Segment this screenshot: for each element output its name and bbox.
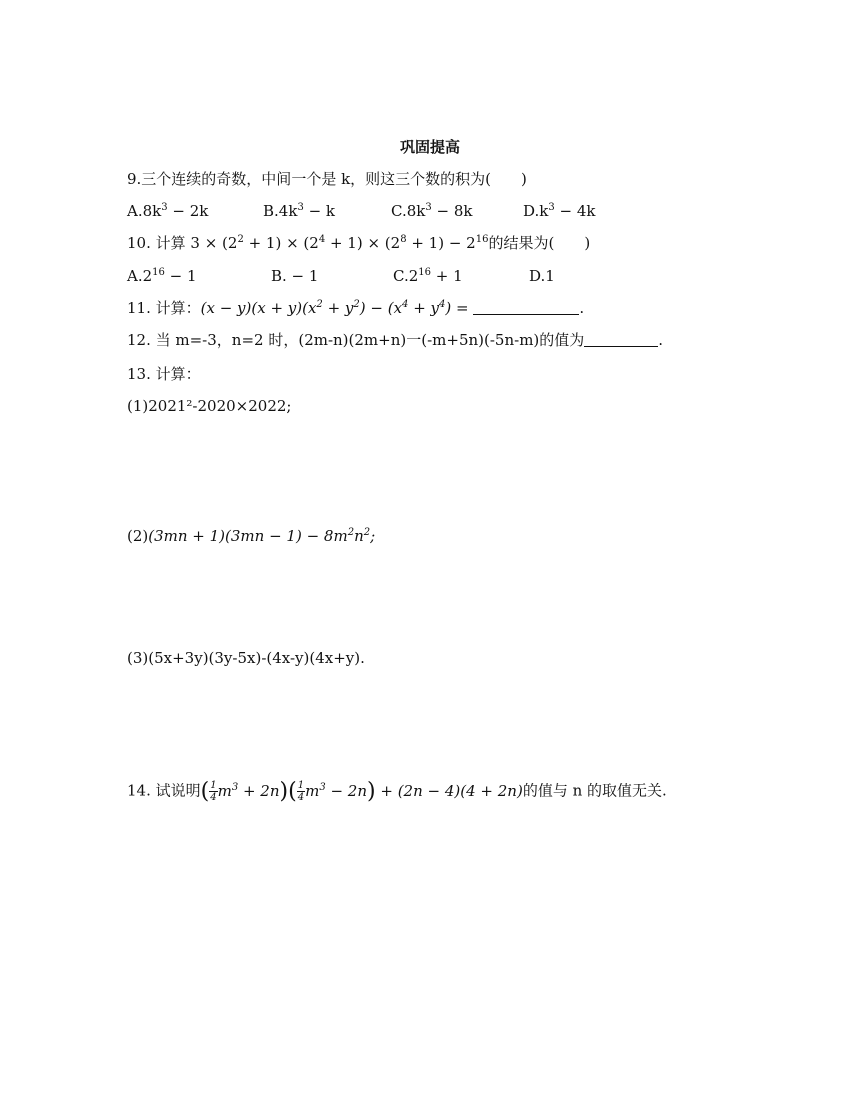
question-11 — [127, 298, 584, 318]
question-13-label: 13. 计算： — [127, 365, 201, 383]
q14-expression: ( $\frac{1}{4}$ $m^3 + 2n$)( $\frac{1}{4}$ $m^3 - 2n) + (2n - 4)(4 + 2n)$ — [200, 778, 523, 804]
option-b: B. − 1 — [271, 267, 319, 285]
option-b: $B.4k^3 - k$ — [263, 202, 336, 220]
option-a: $A.8k^3 - 2k$ — [127, 202, 209, 220]
question-12 — [127, 330, 663, 350]
question-13-part-3: (3)(5x+3y)(3y-5x)-(4x-y)(4x+y). — [127, 649, 365, 667]
section-title: 巩固提高 — [399, 138, 460, 156]
q11-suffix: . — [579, 299, 585, 317]
part-2-label: (2) — [127, 527, 149, 545]
question-9-stem: 9.三个连续的奇数，中间一个是 k，则这三个数的积为( ) — [127, 170, 527, 188]
q12-text: 12. 当 m=-3，n=2 时，(2m-n)(2m+n)一(-m+5n)(-5n-m)的值为 — [127, 331, 585, 349]
option-c: $C.2^{16} + 1$ — [393, 267, 463, 285]
q14-prefix: 14. 试说明 — [127, 781, 201, 800]
q11-prefix: 11. 计算： — [127, 299, 201, 317]
q14-suffix: 的值与 n 的取值无关. — [522, 781, 667, 800]
answer-blank[interactable] — [473, 300, 579, 315]
question-13-part-2 — [127, 526, 375, 546]
q11-expression: $(x - y)(x + y)(x^2 + y^2) - (x^4 + y^4)$ = — [200, 299, 474, 317]
q10-prefix: 10. 计算 — [127, 234, 191, 252]
answer-blank[interactable] — [584, 332, 658, 347]
option-d: D.1 — [529, 267, 555, 285]
q12-suffix: . — [658, 331, 664, 349]
question-10-stem — [127, 233, 590, 253]
option-a: $A.2^{16} - 1$ — [127, 267, 197, 285]
q10-suffix: 的结果为( ) — [488, 234, 591, 252]
part-2-expression: $(3mn + 1)(3mn - 1) - 8m^2n^2$; — [148, 527, 376, 545]
question-14 — [127, 780, 667, 803]
option-d: $D.k^3 - 4k$ — [523, 202, 596, 220]
question-13-part-1: (1)2021²-2020×2022; — [127, 397, 292, 415]
q10-expression: $3 \times (2^2 + 1) \times (2^4 + 1) \times (2^8 + 1) - 2^{16}$ — [190, 234, 489, 252]
option-c: $C.8k^3 - 8k$ — [391, 202, 473, 220]
